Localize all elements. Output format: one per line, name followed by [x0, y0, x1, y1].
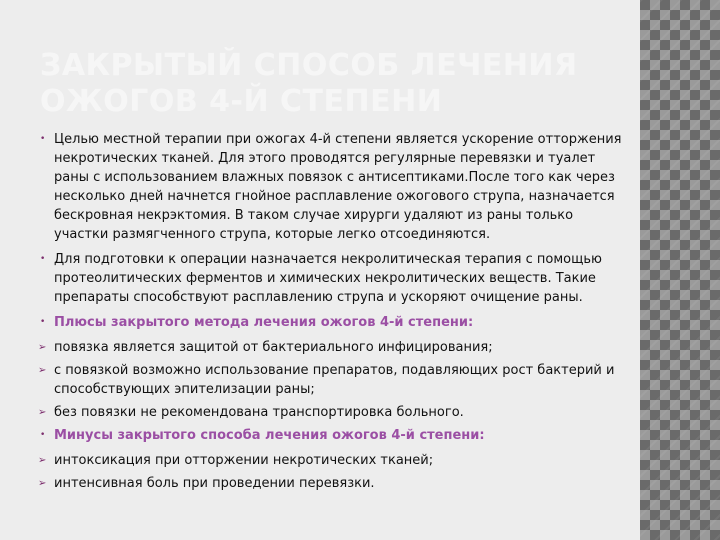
arrow-bullet-icon: ➢ [38, 342, 47, 353]
arrow-bullet-icon: ➢ [38, 478, 47, 489]
list-item-text: без повязки не рекомендована транспортировка больного. [54, 405, 464, 420]
sub-list-item [38, 403, 628, 422]
bullet-list-item [38, 313, 628, 332]
list-item-text: Целью местной терапии при ожогах 4-й степени является ускорение отторжения некротических тканей. Для этого проводятся регулярные перевязки и туалет раны с использованием влажных повязок с антисептиками.После того как через несколько дней начнется гнойное расплавление ожогового струпа, назначается бескровная некрэктомия. В таком случае хирурги удаляют из раны только участки размягченного струпа, которые легко отсоединяются. [54, 132, 622, 242]
list-item-text: повязка является защитой от бактериального инфицирования; [54, 340, 493, 355]
sub-list-item [38, 338, 628, 357]
list-item-text: с повязкой возможно использование препаратов, подавляющих рост бактерий и способствующих эпителизации раны; [54, 363, 615, 397]
dot-bullet-icon: • [40, 317, 46, 327]
bullet-list-item [38, 130, 628, 244]
bullet-list-item [38, 250, 628, 307]
sub-list-item [38, 474, 628, 493]
list-item-text: интенсивная боль при проведении перевязки. [54, 476, 375, 491]
list-item-text: Минусы закрытого способа лечения ожогов 4-й степени: [54, 428, 485, 443]
dot-bullet-icon: • [40, 134, 46, 144]
dot-bullet-icon: • [40, 430, 46, 440]
slide-content-list [38, 130, 628, 497]
list-item-text: Для подготовки к операции назначается некролитическая терапия с помощью протеолитических ферментов и химических некролитических веществ. Такие препараты способствуют расплавлению струпа и ускоряют очищение раны. [54, 252, 602, 305]
slide-title: ЗАКРЫТЫЙ СПОСОБ ЛЕЧЕНИЯ ОЖОГОВ 4-Й СТЕПЕНИ [40, 48, 578, 119]
bullet-list-item [38, 426, 628, 445]
list-item-text: Плюсы закрытого метода лечения ожогов 4-й степени: [54, 315, 474, 330]
sub-list-item [38, 451, 628, 470]
arrow-bullet-icon: ➢ [38, 365, 47, 376]
decorative-pattern-strip [640, 0, 720, 540]
arrow-bullet-icon: ➢ [38, 407, 47, 418]
list-item-text: интоксикация при отторжении некротических тканей; [54, 453, 434, 468]
arrow-bullet-icon: ➢ [38, 455, 47, 466]
sub-list-item [38, 361, 628, 399]
dot-bullet-icon: • [40, 254, 46, 264]
